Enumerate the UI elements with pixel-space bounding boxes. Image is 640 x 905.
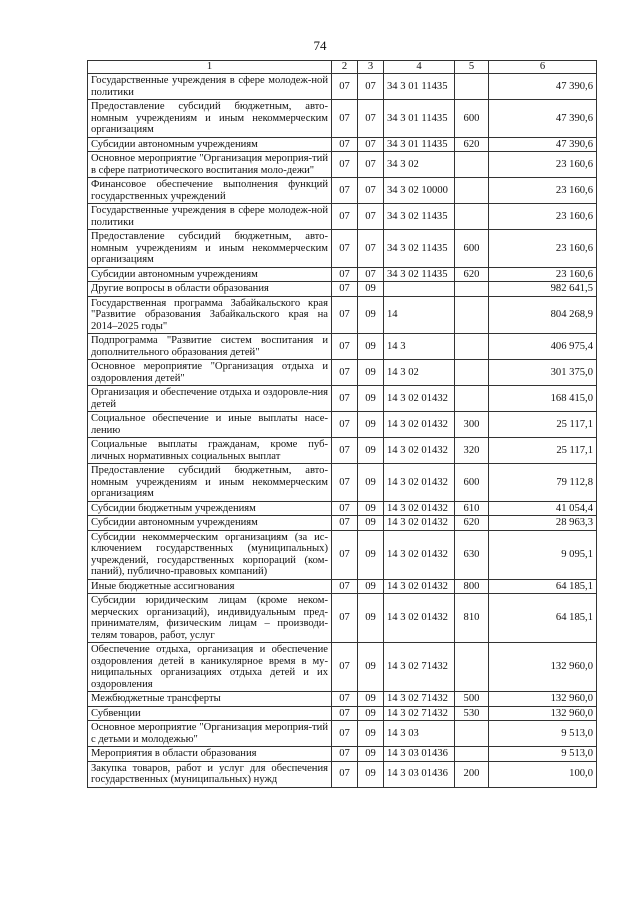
row-amount-cell: 100,0 [489, 761, 597, 787]
row-amount-cell: 132 960,0 [489, 692, 597, 707]
row-section-cell: 07 [332, 152, 358, 178]
row-target-code-cell: 14 3 02 71432 [384, 706, 455, 721]
header-col-6: 6 [489, 61, 597, 74]
header-col-3: 3 [358, 61, 384, 74]
row-subsection-cell: 09 [358, 530, 384, 579]
row-expense-type-cell [455, 282, 489, 297]
row-name-cell: Субсидии юридическим лицам (кроме неком-мерческих организаций), индивидуальным пред-принимателям, физическим лицам – производи-телям товаров, работ, услуг [88, 594, 332, 643]
row-target-code-cell: 14 3 02 01432 [384, 501, 455, 516]
row-amount-cell: 28 963,3 [489, 516, 597, 531]
row-name-cell: Межбюджетные трансферты [88, 692, 332, 707]
table-row [88, 464, 597, 502]
row-name-cell: Государственная программа Забайкальского края "Развитие образования Забайкальского края на 2014–2025 годы" [88, 296, 332, 334]
row-name-cell: Субсидии автономным учреждениям [88, 267, 332, 282]
row-amount-cell: 301 375,0 [489, 360, 597, 386]
row-section-cell: 07 [332, 692, 358, 707]
row-expense-type-cell: 810 [455, 594, 489, 643]
row-name-cell: Финансовое обеспечение выполнения функций государственных учреждений [88, 178, 332, 204]
row-expense-type-cell [455, 360, 489, 386]
row-name-cell: Предоставление субсидий бюджетным, авто-номным учреждениям и иным некоммерческим организациям [88, 230, 332, 268]
table-row [88, 178, 597, 204]
row-expense-type-cell: 300 [455, 412, 489, 438]
row-expense-type-cell: 600 [455, 464, 489, 502]
row-section-cell: 07 [332, 579, 358, 594]
table-row [88, 706, 597, 721]
row-subsection-cell: 07 [358, 100, 384, 138]
row-section-cell: 07 [332, 230, 358, 268]
row-subsection-cell: 09 [358, 438, 384, 464]
row-name-cell: Субсидии некоммерческим организациям (за ис-ключением государственных (муниципальных) учреждений, государственных корпораций (ком-паний), публично-правовых компаний) [88, 530, 332, 579]
row-name-cell: Другие вопросы в области образования [88, 282, 332, 297]
table-row [88, 692, 597, 707]
row-section-cell: 07 [332, 267, 358, 282]
row-target-code-cell: 14 3 02 01432 [384, 386, 455, 412]
row-amount-cell: 23 160,6 [489, 204, 597, 230]
row-expense-type-cell [455, 747, 489, 762]
row-target-code-cell: 14 3 02 71432 [384, 692, 455, 707]
row-subsection-cell: 09 [358, 706, 384, 721]
row-amount-cell: 23 160,6 [489, 230, 597, 268]
row-section-cell: 07 [332, 74, 358, 100]
row-target-code-cell: 14 3 03 01436 [384, 761, 455, 787]
table-row [88, 386, 597, 412]
row-subsection-cell: 09 [358, 282, 384, 297]
row-expense-type-cell [455, 721, 489, 747]
table-row [88, 267, 597, 282]
row-subsection-cell: 09 [358, 643, 384, 692]
row-name-cell: Субсидии автономным учреждениям [88, 137, 332, 152]
table-row [88, 230, 597, 268]
table-row [88, 412, 597, 438]
row-amount-cell: 804 268,9 [489, 296, 597, 334]
table-row [88, 360, 597, 386]
header-col-1: 1 [88, 61, 332, 74]
row-subsection-cell: 09 [358, 412, 384, 438]
row-target-code-cell: 34 3 02 10000 [384, 178, 455, 204]
table-row [88, 579, 597, 594]
row-target-code-cell: 34 3 01 11435 [384, 74, 455, 100]
row-section-cell: 07 [332, 204, 358, 230]
row-expense-type-cell [455, 296, 489, 334]
row-subsection-cell: 09 [358, 296, 384, 334]
row-amount-cell: 23 160,6 [489, 267, 597, 282]
row-name-cell: Субвенции [88, 706, 332, 721]
row-subsection-cell: 07 [358, 230, 384, 268]
row-amount-cell: 982 641,5 [489, 282, 597, 297]
header-col-2: 2 [332, 61, 358, 74]
row-section-cell: 07 [332, 334, 358, 360]
budget-table [87, 60, 597, 788]
row-section-cell: 07 [332, 594, 358, 643]
row-name-cell: Закупка товаров, работ и услуг для обеспечения государственных (муниципальных) нужд [88, 761, 332, 787]
row-section-cell: 07 [332, 706, 358, 721]
row-amount-cell: 9 095,1 [489, 530, 597, 579]
row-target-code-cell: 14 3 02 01432 [384, 594, 455, 643]
row-target-code-cell: 14 3 02 01432 [384, 464, 455, 502]
table-row [88, 594, 597, 643]
row-name-cell: Социальные выплаты гражданам, кроме пуб-личных нормативных социальных выплат [88, 438, 332, 464]
row-name-cell: Организация и обеспечение отдыха и оздоровле-ния детей [88, 386, 332, 412]
row-amount-cell: 9 513,0 [489, 747, 597, 762]
row-section-cell: 07 [332, 100, 358, 138]
table-row [88, 282, 597, 297]
row-expense-type-cell [455, 204, 489, 230]
row-section-cell: 07 [332, 747, 358, 762]
row-expense-type-cell: 530 [455, 706, 489, 721]
table-row [88, 643, 597, 692]
row-expense-type-cell: 600 [455, 100, 489, 138]
row-section-cell: 07 [332, 386, 358, 412]
row-section-cell: 07 [332, 282, 358, 297]
row-target-code-cell: 14 3 02 01432 [384, 579, 455, 594]
row-target-code-cell: 14 3 [384, 334, 455, 360]
table-row [88, 137, 597, 152]
row-expense-type-cell: 610 [455, 501, 489, 516]
row-target-code-cell: 34 3 02 [384, 152, 455, 178]
row-target-code-cell: 14 3 02 [384, 360, 455, 386]
table-row [88, 296, 597, 334]
row-name-cell: Субсидии автономным учреждениям [88, 516, 332, 531]
row-section-cell: 07 [332, 438, 358, 464]
row-subsection-cell: 07 [358, 74, 384, 100]
row-subsection-cell: 09 [358, 501, 384, 516]
row-expense-type-cell: 320 [455, 438, 489, 464]
row-amount-cell: 64 185,1 [489, 579, 597, 594]
row-target-code-cell: 34 3 01 11435 [384, 100, 455, 138]
row-subsection-cell: 09 [358, 334, 384, 360]
row-amount-cell: 406 975,4 [489, 334, 597, 360]
row-section-cell: 07 [332, 761, 358, 787]
row-name-cell: Предоставление субсидий бюджетным, авто-номным учреждениям и иным некоммерческим организациям [88, 464, 332, 502]
table-row [88, 100, 597, 138]
row-amount-cell: 23 160,6 [489, 152, 597, 178]
row-expense-type-cell: 620 [455, 137, 489, 152]
table-row [88, 152, 597, 178]
row-expense-type-cell: 630 [455, 530, 489, 579]
row-target-code-cell: 14 3 02 01432 [384, 530, 455, 579]
row-amount-cell: 132 960,0 [489, 706, 597, 721]
row-subsection-cell: 09 [358, 464, 384, 502]
row-subsection-cell: 07 [358, 204, 384, 230]
row-subsection-cell: 09 [358, 721, 384, 747]
row-section-cell: 07 [332, 137, 358, 152]
row-section-cell: 07 [332, 360, 358, 386]
row-subsection-cell: 09 [358, 692, 384, 707]
table-row [88, 530, 597, 579]
row-target-code-cell: 14 3 02 01432 [384, 412, 455, 438]
row-subsection-cell: 09 [358, 386, 384, 412]
row-amount-cell: 47 390,6 [489, 100, 597, 138]
row-name-cell: Субсидии бюджетным учреждениям [88, 501, 332, 516]
row-amount-cell: 41 054,4 [489, 501, 597, 516]
row-amount-cell: 168 415,0 [489, 386, 597, 412]
row-target-code-cell: 14 [384, 296, 455, 334]
row-amount-cell: 47 390,6 [489, 74, 597, 100]
table-row [88, 721, 597, 747]
row-amount-cell: 25 117,1 [489, 412, 597, 438]
row-expense-type-cell [455, 178, 489, 204]
table-row [88, 516, 597, 531]
table-row [88, 74, 597, 100]
row-section-cell: 07 [332, 412, 358, 438]
row-expense-type-cell [455, 334, 489, 360]
row-amount-cell: 64 185,1 [489, 594, 597, 643]
row-target-code-cell [384, 282, 455, 297]
row-subsection-cell: 09 [358, 516, 384, 531]
row-name-cell: Мероприятия в области образования [88, 747, 332, 762]
row-section-cell: 07 [332, 178, 358, 204]
row-name-cell: Социальное обеспечение и иные выплаты насе-лению [88, 412, 332, 438]
row-subsection-cell: 09 [358, 761, 384, 787]
row-subsection-cell: 09 [358, 579, 384, 594]
row-target-code-cell: 14 3 02 71432 [384, 643, 455, 692]
row-name-cell: Подпрограмма "Развитие систем воспитания и дополнительного образования детей" [88, 334, 332, 360]
row-name-cell: Иные бюджетные ассигнования [88, 579, 332, 594]
row-name-cell: Предоставление субсидий бюджетным, авто-номным учреждениям и иным некоммерческим организациям [88, 100, 332, 138]
row-target-code-cell: 34 3 02 11435 [384, 230, 455, 268]
row-amount-cell: 23 160,6 [489, 178, 597, 204]
row-target-code-cell: 34 3 02 11435 [384, 267, 455, 282]
row-amount-cell: 47 390,6 [489, 137, 597, 152]
row-subsection-cell: 07 [358, 267, 384, 282]
row-expense-type-cell [455, 152, 489, 178]
table-row [88, 761, 597, 787]
row-expense-type-cell: 600 [455, 230, 489, 268]
row-subsection-cell: 09 [358, 747, 384, 762]
row-name-cell: Основное мероприятие "Организация мероприя-тий в сфере патриотического воспитания моло-дежи" [88, 152, 332, 178]
header-col-5: 5 [455, 61, 489, 74]
row-name-cell: Обеспечение отдыха, организация и обеспечение оздоровления детей в каникулярное время в му-ниципальных организациях отдыха детей и их оздоровления [88, 643, 332, 692]
row-section-cell: 07 [332, 530, 358, 579]
row-expense-type-cell [455, 643, 489, 692]
row-target-code-cell: 14 3 02 01432 [384, 438, 455, 464]
row-expense-type-cell [455, 74, 489, 100]
row-expense-type-cell: 620 [455, 267, 489, 282]
row-amount-cell: 9 513,0 [489, 721, 597, 747]
row-expense-type-cell: 200 [455, 761, 489, 787]
row-target-code-cell: 14 3 03 01436 [384, 747, 455, 762]
row-subsection-cell: 07 [358, 178, 384, 204]
table-row [88, 204, 597, 230]
row-expense-type-cell: 800 [455, 579, 489, 594]
row-amount-cell: 25 117,1 [489, 438, 597, 464]
row-section-cell: 07 [332, 501, 358, 516]
row-target-code-cell: 34 3 01 11435 [384, 137, 455, 152]
row-name-cell: Основное мероприятие "Организация мероприя-тий с детьми и молодежью" [88, 721, 332, 747]
row-section-cell: 07 [332, 464, 358, 502]
row-amount-cell: 132 960,0 [489, 643, 597, 692]
row-section-cell: 07 [332, 516, 358, 531]
row-target-code-cell: 34 3 02 11435 [384, 204, 455, 230]
row-section-cell: 07 [332, 721, 358, 747]
row-expense-type-cell [455, 386, 489, 412]
row-expense-type-cell: 500 [455, 692, 489, 707]
row-amount-cell: 79 112,8 [489, 464, 597, 502]
row-name-cell: Государственные учреждения в сфере молодеж-ной политики [88, 74, 332, 100]
row-subsection-cell: 09 [358, 360, 384, 386]
table-row [88, 747, 597, 762]
row-subsection-cell: 09 [358, 594, 384, 643]
table-row [88, 438, 597, 464]
row-subsection-cell: 07 [358, 137, 384, 152]
table-row [88, 501, 597, 516]
table-header-row [88, 61, 597, 74]
row-section-cell: 07 [332, 296, 358, 334]
header-col-4: 4 [384, 61, 455, 74]
row-name-cell: Государственные учреждения в сфере молодеж-ной политики [88, 204, 332, 230]
row-target-code-cell: 14 3 02 01432 [384, 516, 455, 531]
row-section-cell: 07 [332, 643, 358, 692]
page-number: 74 [313, 38, 327, 53]
row-expense-type-cell: 620 [455, 516, 489, 531]
table-body [88, 74, 597, 788]
row-name-cell: Основное мероприятие "Организация отдыха и оздоровления детей" [88, 360, 332, 386]
row-target-code-cell: 14 3 03 [384, 721, 455, 747]
row-subsection-cell: 07 [358, 152, 384, 178]
table-row [88, 334, 597, 360]
